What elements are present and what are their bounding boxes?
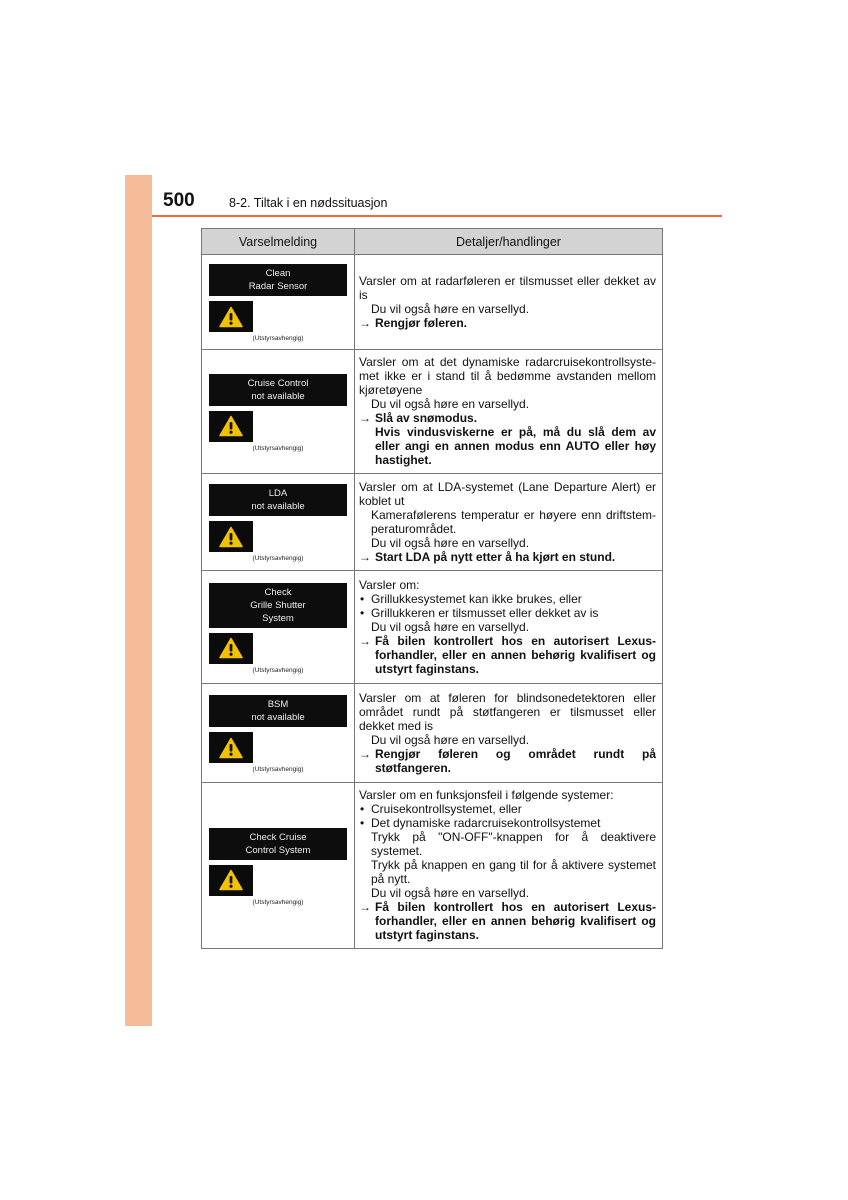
warning-display [209, 368, 347, 456]
display-message-screen: Check Cruise Control System [209, 828, 347, 860]
section-title: 8-2. Tiltak i en nødssituasjon [229, 196, 388, 210]
column-header-message: Varselmelding [202, 229, 355, 255]
bullet-marker: • [360, 816, 365, 830]
page-number: 500 [163, 190, 195, 211]
table-row [202, 350, 663, 474]
detail-description: Varsler om at radarføleren er tilsmusset eller dekket av is [359, 273, 656, 302]
table-row [202, 684, 663, 783]
arrow-right-icon: → [359, 549, 371, 564]
warning-display [209, 478, 347, 566]
chapter-side-tab [125, 175, 152, 1026]
warning-icon-box [209, 732, 253, 763]
arrow-right-icon: → [359, 900, 371, 914]
warning-display [209, 258, 347, 346]
table-header-row [202, 229, 663, 255]
detail-note: Du vil også høre en varsellyd. [371, 301, 530, 316]
warning-message-table [201, 228, 663, 949]
arrow-right-icon: → [359, 633, 371, 648]
action-text: Start LDA på nytt etter å ha kjørt en stund. [375, 549, 616, 564]
warning-icon-box [209, 411, 253, 442]
detail-note: Du vil også høre en varsellyd. [371, 732, 530, 747]
detail-description: Varsler om at føleren for blindsonedetektoren eller området rundt på støtfangeren er tilsmusset eller dekket med is [359, 690, 656, 733]
equipment-note: (Utstyrsavhengig) [252, 898, 304, 906]
warning-triangle-icon [219, 737, 243, 759]
display-message-screen: LDA not available [209, 484, 347, 516]
arrow-right-icon: → [359, 315, 371, 330]
detail-note: Du vil også høre en varsellyd. [371, 619, 530, 634]
detail-description: Varsler om at LDA-systemet (Lane Departure Alert) er koblet ut [359, 479, 656, 508]
detail-action [359, 634, 656, 676]
detail-description: Varsler om at det dynamiske radarcruisekontrollsyste-met ikke er i stand til å bedømme avstanden mellom kjøretøyene [359, 355, 656, 397]
bullet-text: Grillukkeren er tilsmusset eller dekket av is [371, 605, 599, 620]
action-text: Rengjør føleren og området rundt på støtfangeren. [375, 746, 656, 775]
display-message-screen: Check Grille Shutter System [209, 583, 347, 628]
bullet-text: Cruisekontrollsystemet, eller [371, 802, 522, 816]
detail-description: Varsler om: [359, 577, 420, 592]
warning-message-cell [202, 571, 355, 684]
table-row [202, 474, 663, 571]
display-message-screen: Cruise Control not available [209, 374, 347, 406]
bullet-text: Grillukkesystemet kan ikke brukes, eller [371, 591, 582, 606]
details-cell [355, 350, 663, 474]
details-cell [355, 783, 663, 949]
action-text: Rengjør føleren. [375, 315, 468, 330]
warning-icon-box [209, 865, 253, 896]
header-divider [152, 215, 722, 217]
bullet-marker: • [360, 802, 365, 816]
warning-icon-box [209, 521, 253, 552]
warning-triangle-icon [219, 415, 243, 437]
bullet-marker: • [360, 605, 365, 620]
warning-message-cell [202, 474, 355, 571]
warning-triangle-icon [219, 306, 243, 328]
warning-triangle-icon [219, 869, 243, 891]
detail-action [359, 747, 656, 775]
detail-bullet-item [359, 816, 656, 830]
warning-triangle-icon [219, 637, 243, 659]
display-message-screen: Clean Radar Sensor [209, 264, 347, 296]
action-text: Få bilen kontrollert hos en autorisert Lexus-forhandler, eller en annen behørig kvalifisert og utstyrt faginstans. [375, 900, 656, 942]
equipment-note: (Utstyrsavhengig) [252, 666, 304, 674]
detail-note: Kamerafølerens temperatur er høyere enn driftstem-peraturområdet. [371, 507, 656, 536]
warning-display [209, 689, 347, 777]
equipment-note: (Utstyrsavhengig) [252, 444, 304, 452]
detail-note: Trykk på knappen en gang til for å aktivere systemet på nytt. [371, 858, 656, 886]
warning-display [209, 577, 347, 678]
warning-message-cell [202, 255, 355, 350]
table-body [202, 255, 663, 949]
warning-message-cell [202, 684, 355, 783]
detail-note: Trykk på "ON-OFF"-knappen for å deaktivere systemet. [371, 830, 656, 858]
equipment-note: (Utstyrsavhengig) [252, 766, 304, 773]
equipment-note: (Utstyrsavhengig) [252, 335, 304, 342]
warning-icon-box [209, 633, 253, 664]
detail-bullet-item [359, 802, 656, 816]
detail-note: Du vil også høre en varsellyd. [371, 397, 530, 411]
detail-description: Varsler om en funksjonsfeil i følgende systemer: [359, 788, 614, 802]
action-text: Få bilen kontrollert hos en autorisert Lexus-forhandler, eller en annen behørig kvalifisert og utstyrt faginstans. [375, 633, 656, 676]
arrow-right-icon: → [359, 411, 371, 425]
table-row [202, 783, 663, 949]
details-cell [355, 684, 663, 783]
detail-action [359, 411, 656, 425]
details-cell [355, 571, 663, 684]
detail-action [359, 550, 656, 564]
detail-note: Du vil også høre en varsellyd. [371, 535, 530, 550]
details-cell [355, 474, 663, 571]
detail-action [359, 900, 656, 942]
warning-icon-box [209, 301, 253, 332]
table-row [202, 255, 663, 350]
warning-display [209, 822, 347, 910]
table-row [202, 571, 663, 684]
warning-message-cell [202, 783, 355, 949]
display-message-screen: BSM not available [209, 695, 347, 727]
details-cell [355, 255, 663, 350]
action-text: Slå av snømodus. [375, 411, 478, 425]
detail-bullet-item [359, 592, 656, 606]
column-header-details: Detaljer/handlinger [355, 229, 663, 255]
detail-action [359, 316, 656, 330]
detail-note: Du vil også høre en varsellyd. [371, 886, 530, 900]
warning-triangle-icon [219, 526, 243, 548]
bullet-marker: • [360, 591, 365, 606]
equipment-note: (Utstyrsavhengig) [252, 555, 304, 562]
bullet-text: Det dynamiske radarcruisekontrollsystemet [371, 816, 601, 830]
warning-message-cell [202, 350, 355, 474]
detail-action-continued: Hvis vindusviskerne er på, må du slå dem av eller angi en annen modus enn AUTO eller høy hastighet. [375, 425, 656, 467]
detail-bullet-item [359, 606, 656, 620]
arrow-right-icon: → [359, 746, 371, 761]
